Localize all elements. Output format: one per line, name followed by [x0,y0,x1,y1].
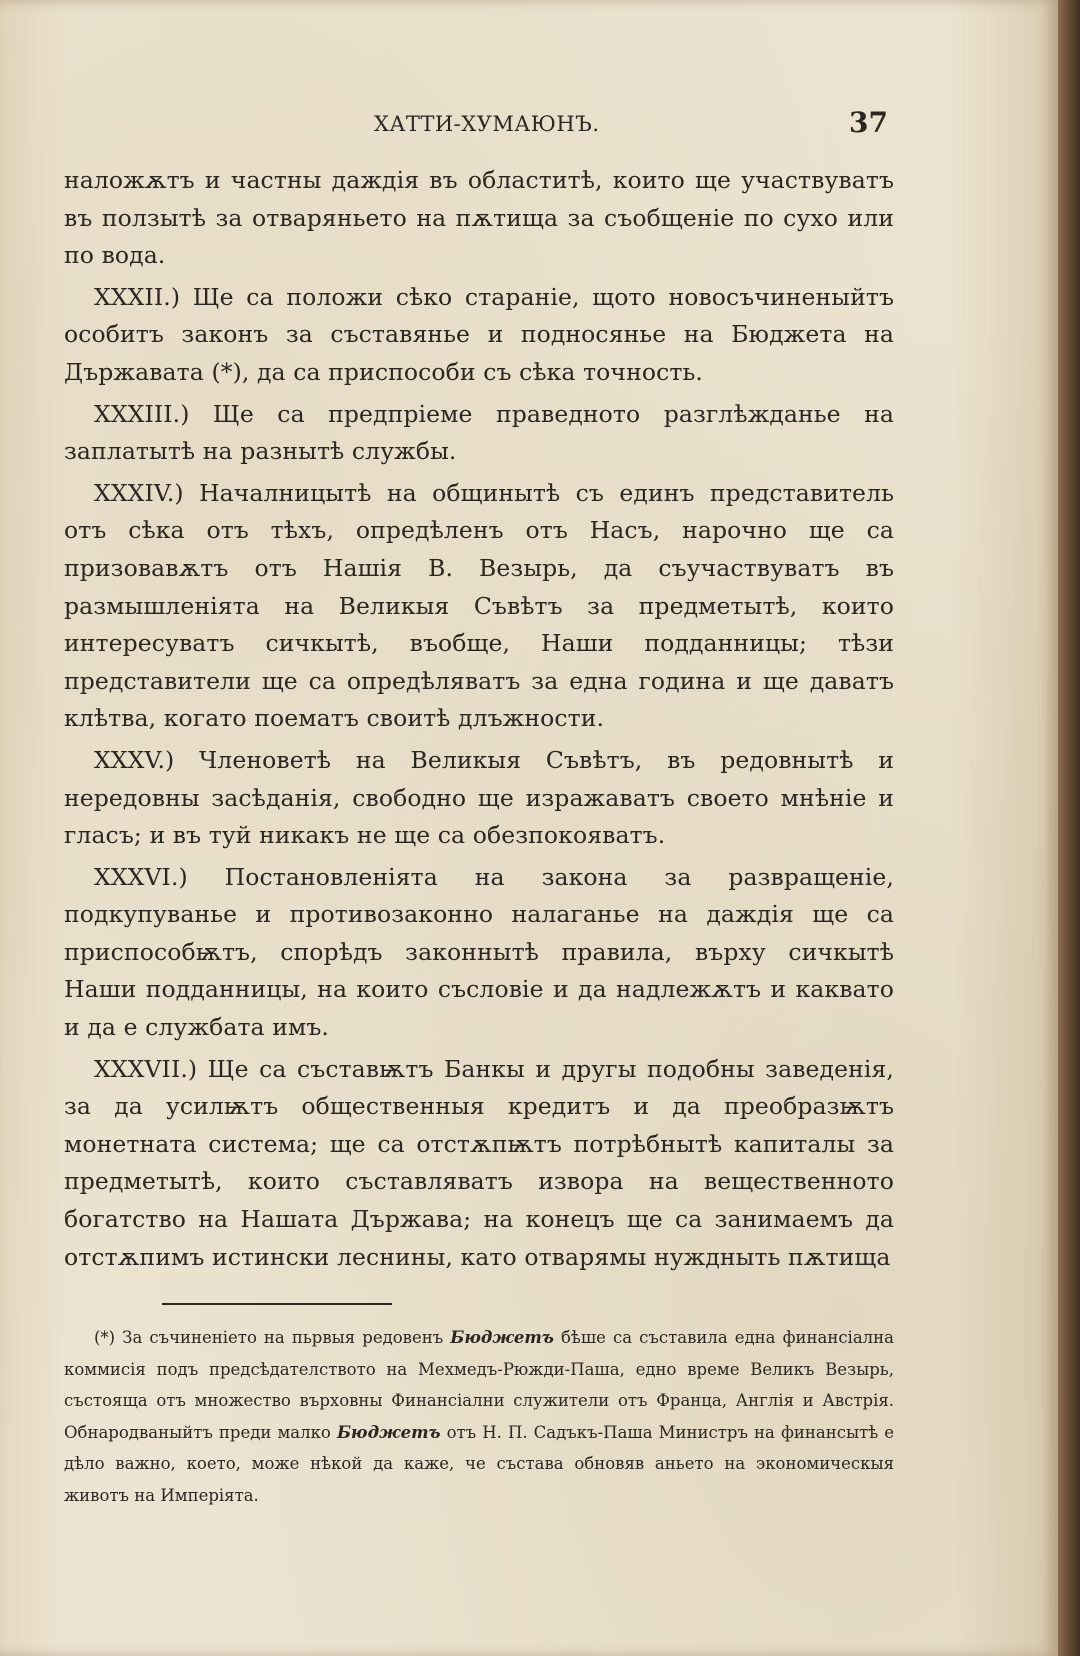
running-head: ХАТТИ-ХУМАЮНЪ. [374,112,600,136]
footnote-term-budget: Бюджетъ [450,1328,554,1347]
paragraph-xxxiii: XXXIII.) Ще са предпріеме праведното разглѣжданье на заплатытѣ на разнытѣ службы. [64,399,894,466]
paragraph-xxxiv: XXXIV.) Началницытѣ на общинытѣ съ единъ представитель отъ сѣка отъ тѣхъ, опредѣленъ отъ Насъ, нарочно ще са призовавѫтъ отъ Нашія В. Везырь, да съучаствуватъ въ размышленіята на Великыя Съвѣтъ за предметытѣ, които интересуватъ сичкытѣ, въобще, Наши подданницы; тѣзи представители ще са опредѣляватъ за една година и ще даватъ клѣтва, когато поематъ своитѣ длъжности. [64,478,894,733]
main-text [64,162,894,1280]
book-spine-edge [1058,0,1080,1656]
footnote-part-3: отъ Н. П. Садъкъ-Паша Министръ на финансытѣ е дѣло важно, което, може нѣкой да каже, че състава обновяв аньето на экономическыя животъ на Имперіята. [64,1422,894,1505]
paragraph-xxxvi: XXXVI.) Постановленіята на закона за развращеніе, подкупуванье и противозаконно налаганье на даждія ще са приспособѭтъ, спорѣдъ законнытѣ правила, върху сичкытѣ Наши подданницы, на които съсловіе и да надлежѫтъ и каквато и да е службата имъ. [64,862,894,1042]
paragraph-xxxvii: XXXVII.) Ще са съставѭтъ Банкы и другы подобны заведенія, за да усилѭтъ общественныя кредитъ и да преобразѭтъ монетната система; ще са отстѫпѭтъ потрѣбнытѣ капиталы за предметытѣ, които съставляватъ извора на вещественното богатство на Нашата Държава; на конецъ ще са занимаемъ да отстѫпимъ истински леснины, като отварямы нуждныть пѫтища [64,1054,894,1271]
paragraph-xxxii: XXXII.) Ще са положи сѣко стараніе, щото новосъчиненыйтъ особитъ законъ за съставянье и подносянье на Бюджета на Държавата (*), да са приспособи съ сѣка точность. [64,282,894,386]
footnote-part-2: бѣше са съставила една финансіална коммисія подъ предсѣдателството на Мехмедъ-Рюжди-Паша, едно време Великъ Везырь, състояща отъ множество върховны Финансіални служители отъ Франца, Англія и Австрія. Обнародваныйтъ преди малко [64,1328,894,1442]
paragraph-continuation: наложѫтъ и частны даждія въ областитѣ, които ще участвуватъ въ ползытѣ за отваряньето на пѫтища за съобщеніе по сухо или по вода. [64,166,894,270]
page-number: 37 [849,106,888,139]
footnote [64,1322,894,1511]
page-header [64,106,888,146]
paragraph-xxxv: XXXV.) Членоветѣ на Великыя Съвѣтъ, въ редовнытѣ и нередовны засѣданія, свободно ще изражаватъ своето мнѣніе и гласъ; и въ туй никакъ не ще са обезпокояватъ. [64,745,894,850]
footnote-part-1: (*) За съчиненіето на пьрвыя редовенъ [94,1328,451,1347]
footnote-term-budget-2: Бюджетъ [336,1422,441,1442]
footnote-text [64,1322,894,1511]
footnote-divider [162,1303,392,1305]
